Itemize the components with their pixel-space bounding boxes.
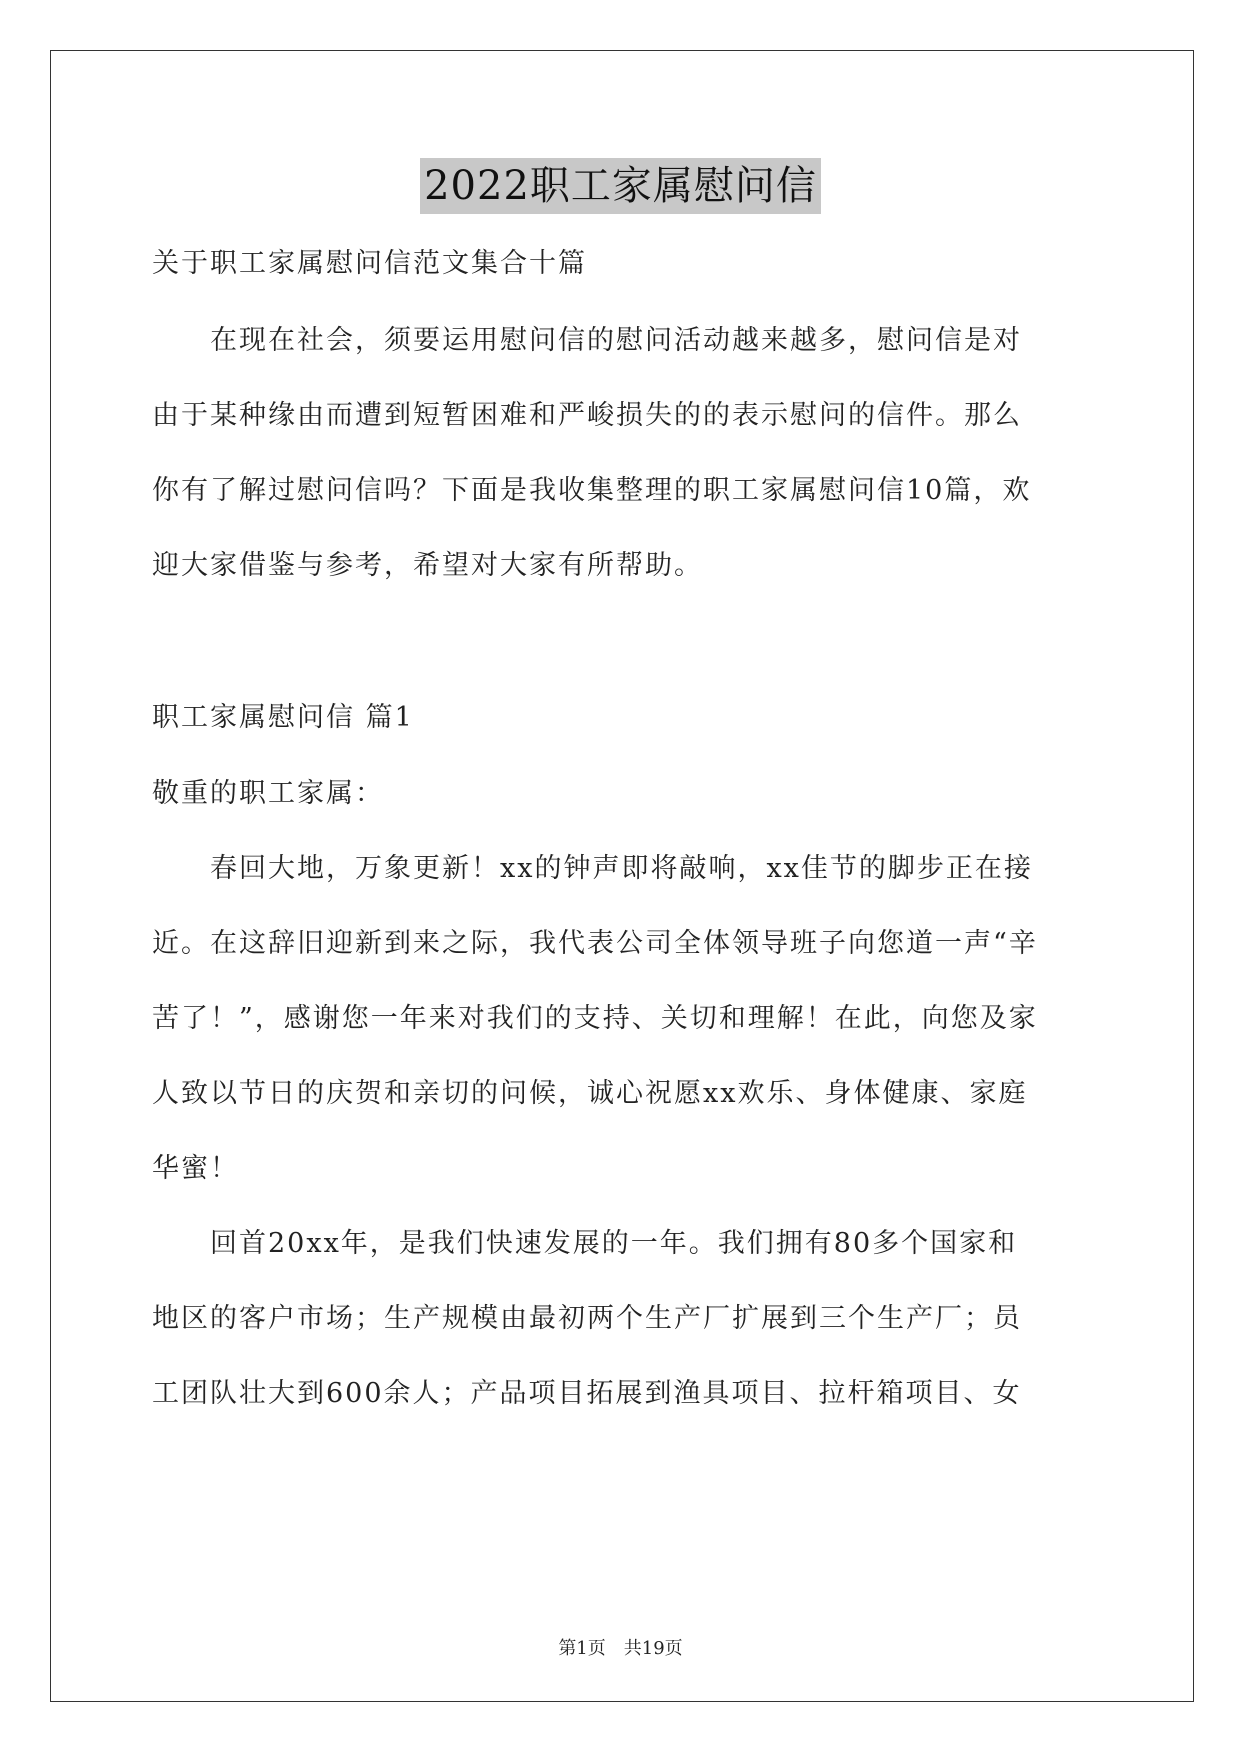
intro-paragraph [152,320,1092,587]
paragraph-line: 春回大地，万象更新！xx的钟声即将敲响，xx佳节的脚步正在接 [152,853,1033,884]
intro-line: 在现在社会，须要运用慰问信的慰问活动越来越多，慰问信是对 [152,325,1022,356]
section-heading: 职工家属慰问信 篇1 [152,702,414,733]
paragraph-line: 苦了！”，感谢您一年来对我们的支持、关切和理解！在此，向您及家 [152,1003,1038,1034]
intro-line: 你有了解过慰问信吗？下面是我收集整理的职工家属慰问信10篇，欢 [152,475,1032,506]
document-body [152,230,1092,1415]
paragraph-line: 工团队壮大到600余人；产品项目拓展到渔具项目、拉杆箱项目、女 [152,1378,1022,1409]
paragraph-1 [152,848,1092,1190]
title-wrap [0,158,1241,214]
intro-line: 由于某种缘由而遭到短暂困难和严峻损失的的表示慰问的信件。那么 [152,400,1022,431]
intro-line: 迎大家借鉴与参考，希望对大家有所帮助。 [152,550,703,581]
paragraph-line: 地区的客户市场；生产规模由最初两个生产厂扩展到三个生产厂；员 [152,1303,1022,1334]
document-title: 2022职工家属慰问信 [420,158,821,214]
document-subtitle: 关于职工家属慰问信范文集合十篇 [152,248,587,279]
paragraph-line: 近。在这辞旧迎新到来之际，我代表公司全体领导班子向您道一声“辛 [152,928,1038,959]
paragraph-line: 回首20xx年，是我们快速发展的一年。我们拥有80多个国家和 [152,1228,1018,1259]
paragraph-2 [152,1223,1092,1415]
paragraph-line: 人致以节日的庆贺和亲切的问候，诚心祝愿xx欢乐、身体健康、家庭 [152,1078,1028,1109]
salutation: 敬重的职工家属： [152,778,384,809]
page-number-label: 第1页 共19页 [558,1638,683,1659]
paragraph-line: 华蜜！ [152,1153,239,1184]
page-footer [0,1634,1241,1660]
